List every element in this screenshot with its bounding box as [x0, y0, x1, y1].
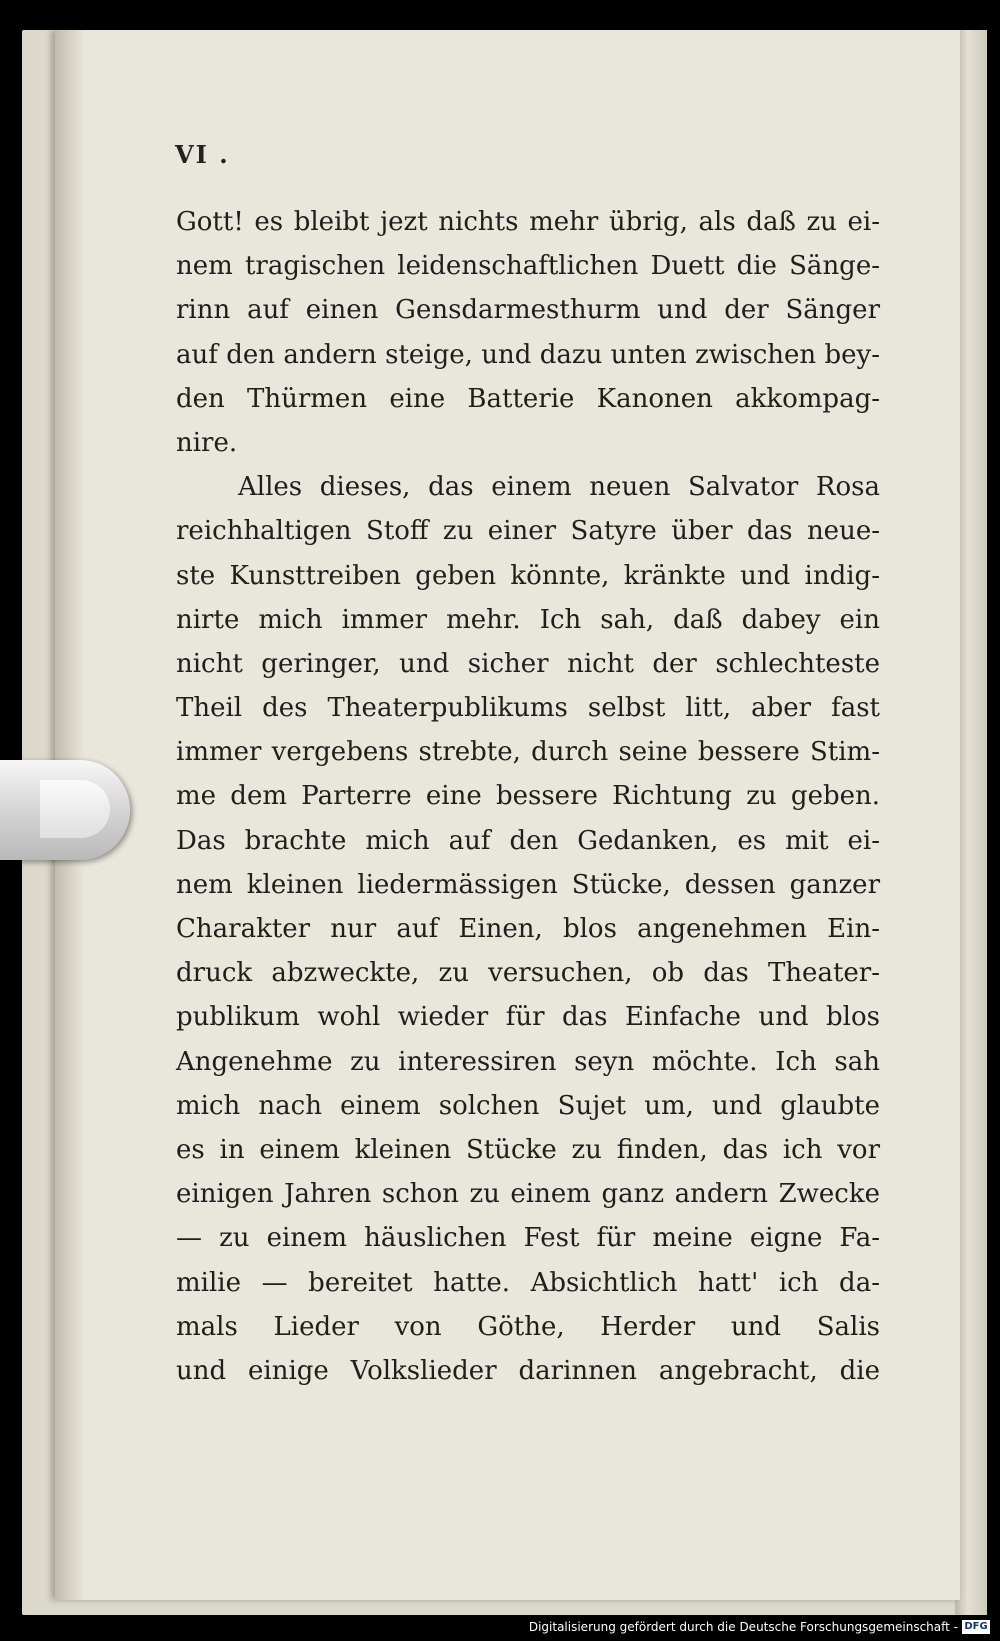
- footer-credit: Digitalisierung gefördert durch die Deutsche Forschungsgemeinschaft -: [528, 1620, 958, 1634]
- text-line: nem kleinen liedermässigen Stücke, dessen ganzer: [176, 869, 880, 900]
- body-text: [176, 200, 880, 1393]
- text-line: reichhaltigen Stoff zu einer Satyre über das neue-: [176, 516, 880, 547]
- text-line: me dem Parterre eine bessere Richtung zu geben.: [176, 781, 880, 812]
- page-clip-highlight: [40, 780, 110, 838]
- text-line: nire.: [176, 427, 238, 458]
- text-line: Charakter nur auf Einen, blos angenehmen Ein-: [176, 914, 880, 944]
- text-line: nem tragischen leidenschaftlichen Duett die Sänge-: [176, 251, 880, 282]
- text-line: publikum wohl wieder für das Einfache und blos: [176, 1002, 880, 1033]
- text-line: Angenehme zu interessiren seyn möchte. Ich sah: [176, 1046, 880, 1077]
- text-line: Das brachte mich auf den Gedanken, es mit ei-: [176, 825, 880, 856]
- text-line: Theil des Theaterpublikums selbst litt, aber fast: [176, 693, 880, 724]
- text-line: Gott! es bleibt jezt nichts mehr übrig, als daß zu ei-: [176, 207, 880, 237]
- text-line: und einige Volkslieder darinnen angebracht, die: [176, 1355, 880, 1386]
- text-line: es in einem kleinen Stücke zu finden, das ich vor: [176, 1134, 880, 1165]
- text-line: immer vergebens strebte, durch seine bessere Stim-: [176, 737, 880, 768]
- text-line: — zu einem häuslichen Fest für meine eigne Fa-: [176, 1223, 880, 1254]
- text-line: den Thürmen eine Batterie Kanonen akkompag-: [176, 383, 880, 414]
- page-number: VI .: [175, 140, 230, 169]
- text-line: mich nach einem solchen Sujet um, und glaubte: [176, 1090, 880, 1121]
- text-line: ste Kunsttreiben geben könnte, kränkte und indig-: [176, 560, 880, 591]
- dfg-logo: DFG: [962, 1620, 990, 1634]
- text-line: nicht geringer, und sicher nicht der schlechteste: [176, 648, 880, 679]
- text-line: auf den andern steige, und dazu unten zwischen bey-: [176, 339, 880, 370]
- text-line: einigen Jahren schon zu einem ganz andern Zwecke: [176, 1179, 880, 1210]
- text-line: nirte mich immer mehr. Ich sah, daß dabey ein: [176, 604, 880, 635]
- text-line: rinn auf einen Gensdarmesthurm und der Sänger: [176, 295, 880, 326]
- text-line: milie — bereitet hatte. Absichtlich hatt' ich da-: [176, 1267, 880, 1298]
- text-line: druck abzweckte, zu versuchen, ob das Theater-: [176, 958, 880, 989]
- text-line: Alles dieses, das einem neuen Salvator Rosa: [238, 472, 880, 503]
- text-line: mals Lieder von Göthe, Herder und Salis: [176, 1311, 880, 1342]
